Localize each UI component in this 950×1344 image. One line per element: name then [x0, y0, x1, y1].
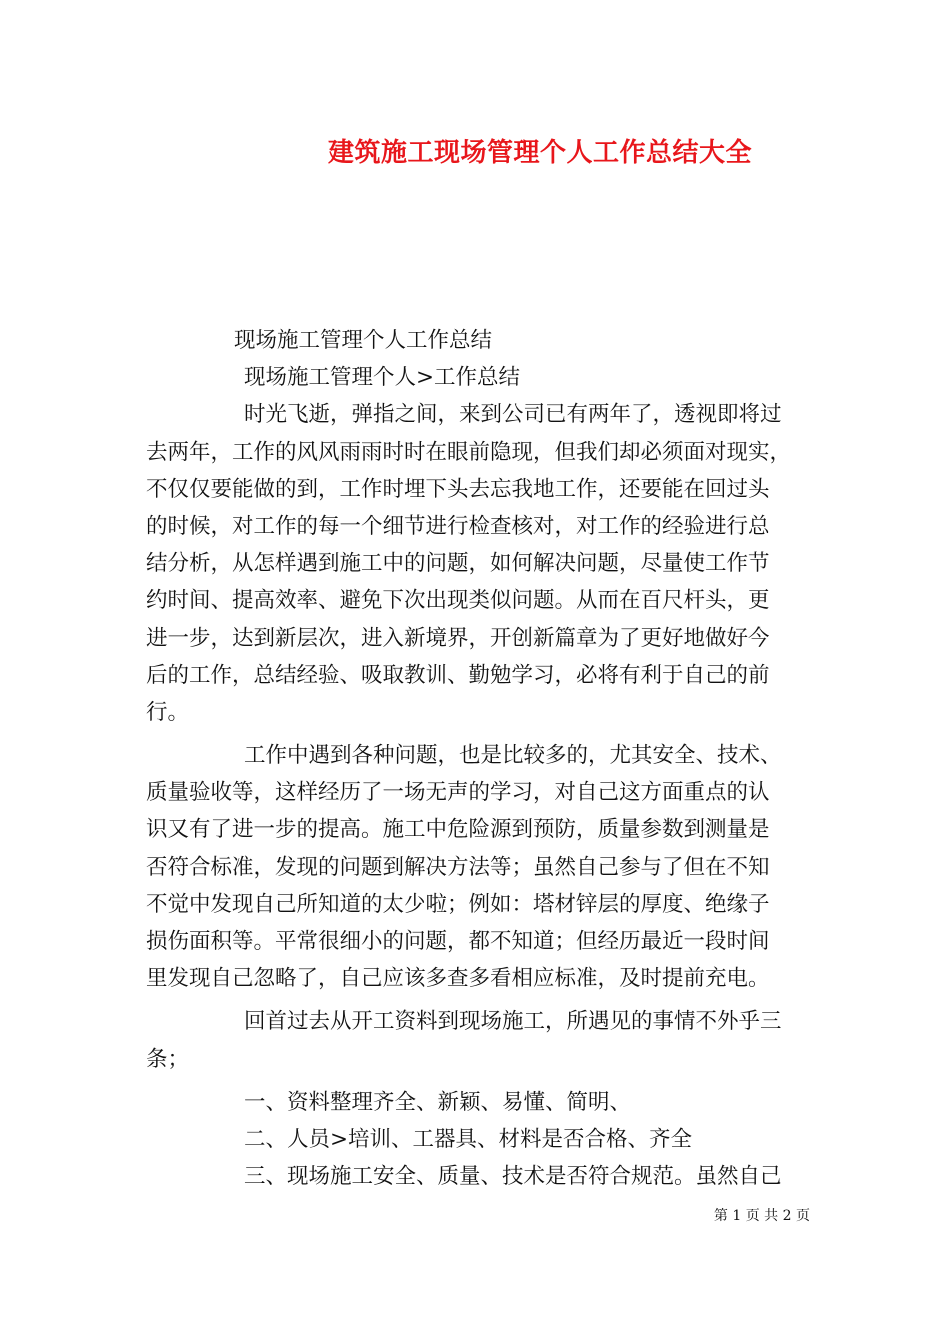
heading-line-2: 现场施工管理个人>工作总结: [244, 365, 521, 391]
paragraph-3-line: 条；: [146, 1046, 190, 1072]
list-item: 三、现场施工安全、质量、技术是否符合规范。虽然自己: [244, 1164, 782, 1190]
paragraph-1-line: 进一步，达到新层次，进入新境界，开创新篇章为了更好地做好今: [146, 625, 770, 651]
paragraph-1-line: 时光飞逝，弹指之间，来到公司已有两年了，透视即将过: [244, 402, 782, 428]
paragraph-2-line: 里发现自己忽略了，自己应该多查多看相应标准，及时提前充电。: [146, 966, 770, 992]
paragraph-2-line: 质量验收等，这样经历了一场无声的学习，对自己这方面重点的认: [146, 780, 770, 806]
document-title: 建筑施工现场管理个人工作总结大全: [327, 138, 752, 168]
list-item: 二、人员>培训、工器具、材料是否合格、齐全: [244, 1126, 693, 1152]
paragraph-3-line: 回首过去从开工资料到现场施工，所遇见的事情不外乎三: [244, 1009, 782, 1035]
paragraph-2-line: 识又有了进一步的提高。施工中危险源到预防，质量参数到测量是: [146, 817, 770, 843]
paragraph-2-line: 工作中遇到各种问题，也是比较多的，尤其安全、技术、: [244, 743, 782, 769]
heading-line-1: 现场施工管理个人工作总结: [234, 328, 493, 353]
list-item: 一、资料整理齐全、新颖、易懂、简明、: [244, 1089, 632, 1115]
paragraph-1-line: 约时间、提高效率、避免下次出现类似问题。从而在百尺杆头，更: [146, 588, 770, 614]
paragraph-1-line: 行。: [146, 699, 190, 725]
page-number-footer: 第 1 页 共 2 页: [713, 1208, 810, 1224]
document-body: [146, 322, 826, 1195]
paragraph-2-line: 损伤面积等。平常很细小的问题，都不知道；但经历最近一段时间: [146, 929, 770, 954]
paragraph-1-line: 后的工作，总结经验、吸取教训、勤勉学习，必将有利于自己的前: [146, 662, 770, 688]
paragraph-2-line: 否符合标准，发现的问题到解决方法等；虽然自己参与了但在不知: [146, 854, 770, 880]
paragraph-1-line: 去两年，工作的风风雨雨时时在眼前隐现，但我们却必须面对现实，: [146, 439, 792, 465]
paragraph-2-line: 不觉中发现自己所知道的太少啦；例如：塔材锌层的厚度、绝缘子: [146, 891, 770, 917]
paragraph-1-line: 不仅仅要能做的到，工作时埋下头去忘我地工作，还要能在回过头: [146, 476, 770, 502]
paragraph-1-line: 的时候，对工作的每一个细节进行检查核对，对工作的经验进行总: [146, 513, 770, 539]
paragraph-1-line: 结分析，从怎样遇到施工中的问题，如何解决问题，尽量使工作节: [146, 551, 770, 577]
